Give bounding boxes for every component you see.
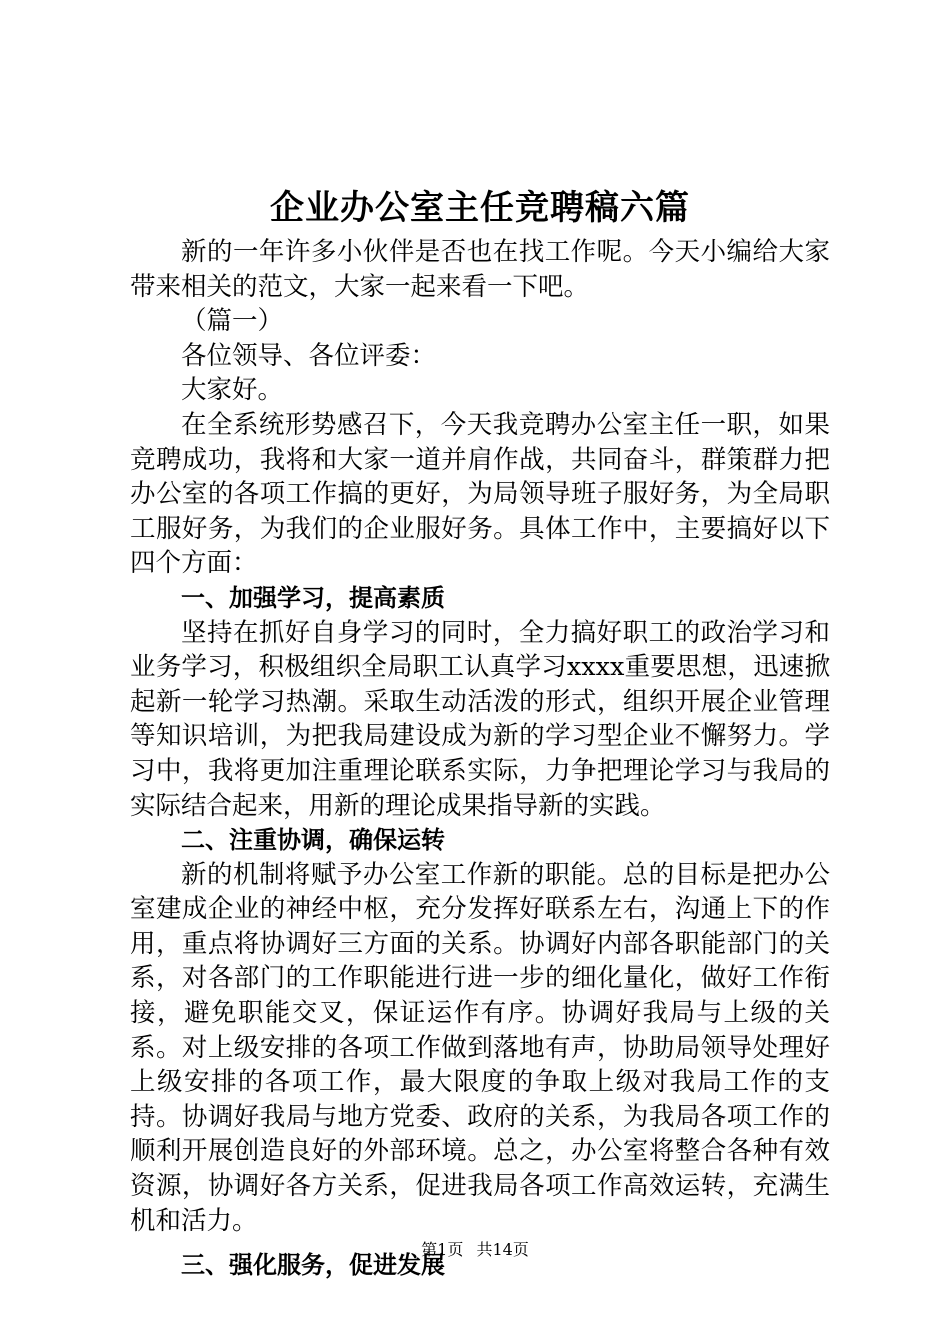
salutation: 各位领导、各位评委： bbox=[181, 340, 437, 371]
greeting: 大家好。 bbox=[181, 375, 284, 406]
section-heading-1: 一、加强学习，提高素质 bbox=[181, 583, 445, 612]
section-body-2: 新的机制将赋予办公室工作新的职能。总的目标是把办公室建成企业的神经中枢，充分发挥好联系左右，沟通上下的作用，重点将协调好三方面的关系。协调好内部各职能部门的关系，对各部门的工作职能进行进一步的细化量化，做好工作衔接，避免职能交叉，保证运作有序。协调好我局与上级的关系。对上级安排的各项工作做到落地有声，协助局领导处理好上级安排的各项工作，最大限度的争取上级对我局工作的支持。协调好我局与地方党委、政府的关系，为我局各项工作的顺利开展创造良好的外部环境。总之，办公室将整合各种有效资源，协调好各方关系，促进我局各项工作高效运转，充满生机和活力。 bbox=[130, 859, 830, 1236]
page-number: 第1页 bbox=[421, 1240, 464, 1259]
section-heading-3: 三、强化服务，促进发展 bbox=[181, 1251, 445, 1280]
document-title: 企业办公室主任竞聘稿六篇 bbox=[270, 188, 690, 228]
section-heading-2: 二、注重协调，确保运转 bbox=[181, 826, 445, 855]
opening-paragraph: 在全系统形势感召下，今天我竞聘办公室主任一职，如果竞聘成功，我将和大家一道并肩作战，共同奋斗，群策群力把办公室的各项工作搞的更好，为局领导班子服好务，为全局职工服好务，为我们的企业服好务。具体工作中，主要搞好以下四个方面： bbox=[130, 409, 830, 579]
page-footer bbox=[0, 1240, 950, 1260]
section-body-1: 坚持在抓好自身学习的同时，全力搞好职工的政治学习和业务学习，积极组织全局职工认真学习xxxx重要思想，迅速掀起新一轮学习热潮。采取生动活泼的形式，组织开展企业管理等知识培训，为把我局建设成为新的学习型企业不懈努力。学习中，我将更加注重理论联系实际，力争把理论学习与我局的实际结合起来，用新的理论成果指导新的实践。 bbox=[130, 617, 830, 821]
page-total: 共14页 bbox=[476, 1240, 529, 1259]
document-page bbox=[130, 185, 830, 1283]
intro-paragraph: 新的一年许多小伙伴是否也在找工作呢。今天小编给大家带来相关的范文，大家一起来看一下吧。 bbox=[130, 237, 830, 302]
part-label: （篇一） bbox=[181, 306, 284, 337]
